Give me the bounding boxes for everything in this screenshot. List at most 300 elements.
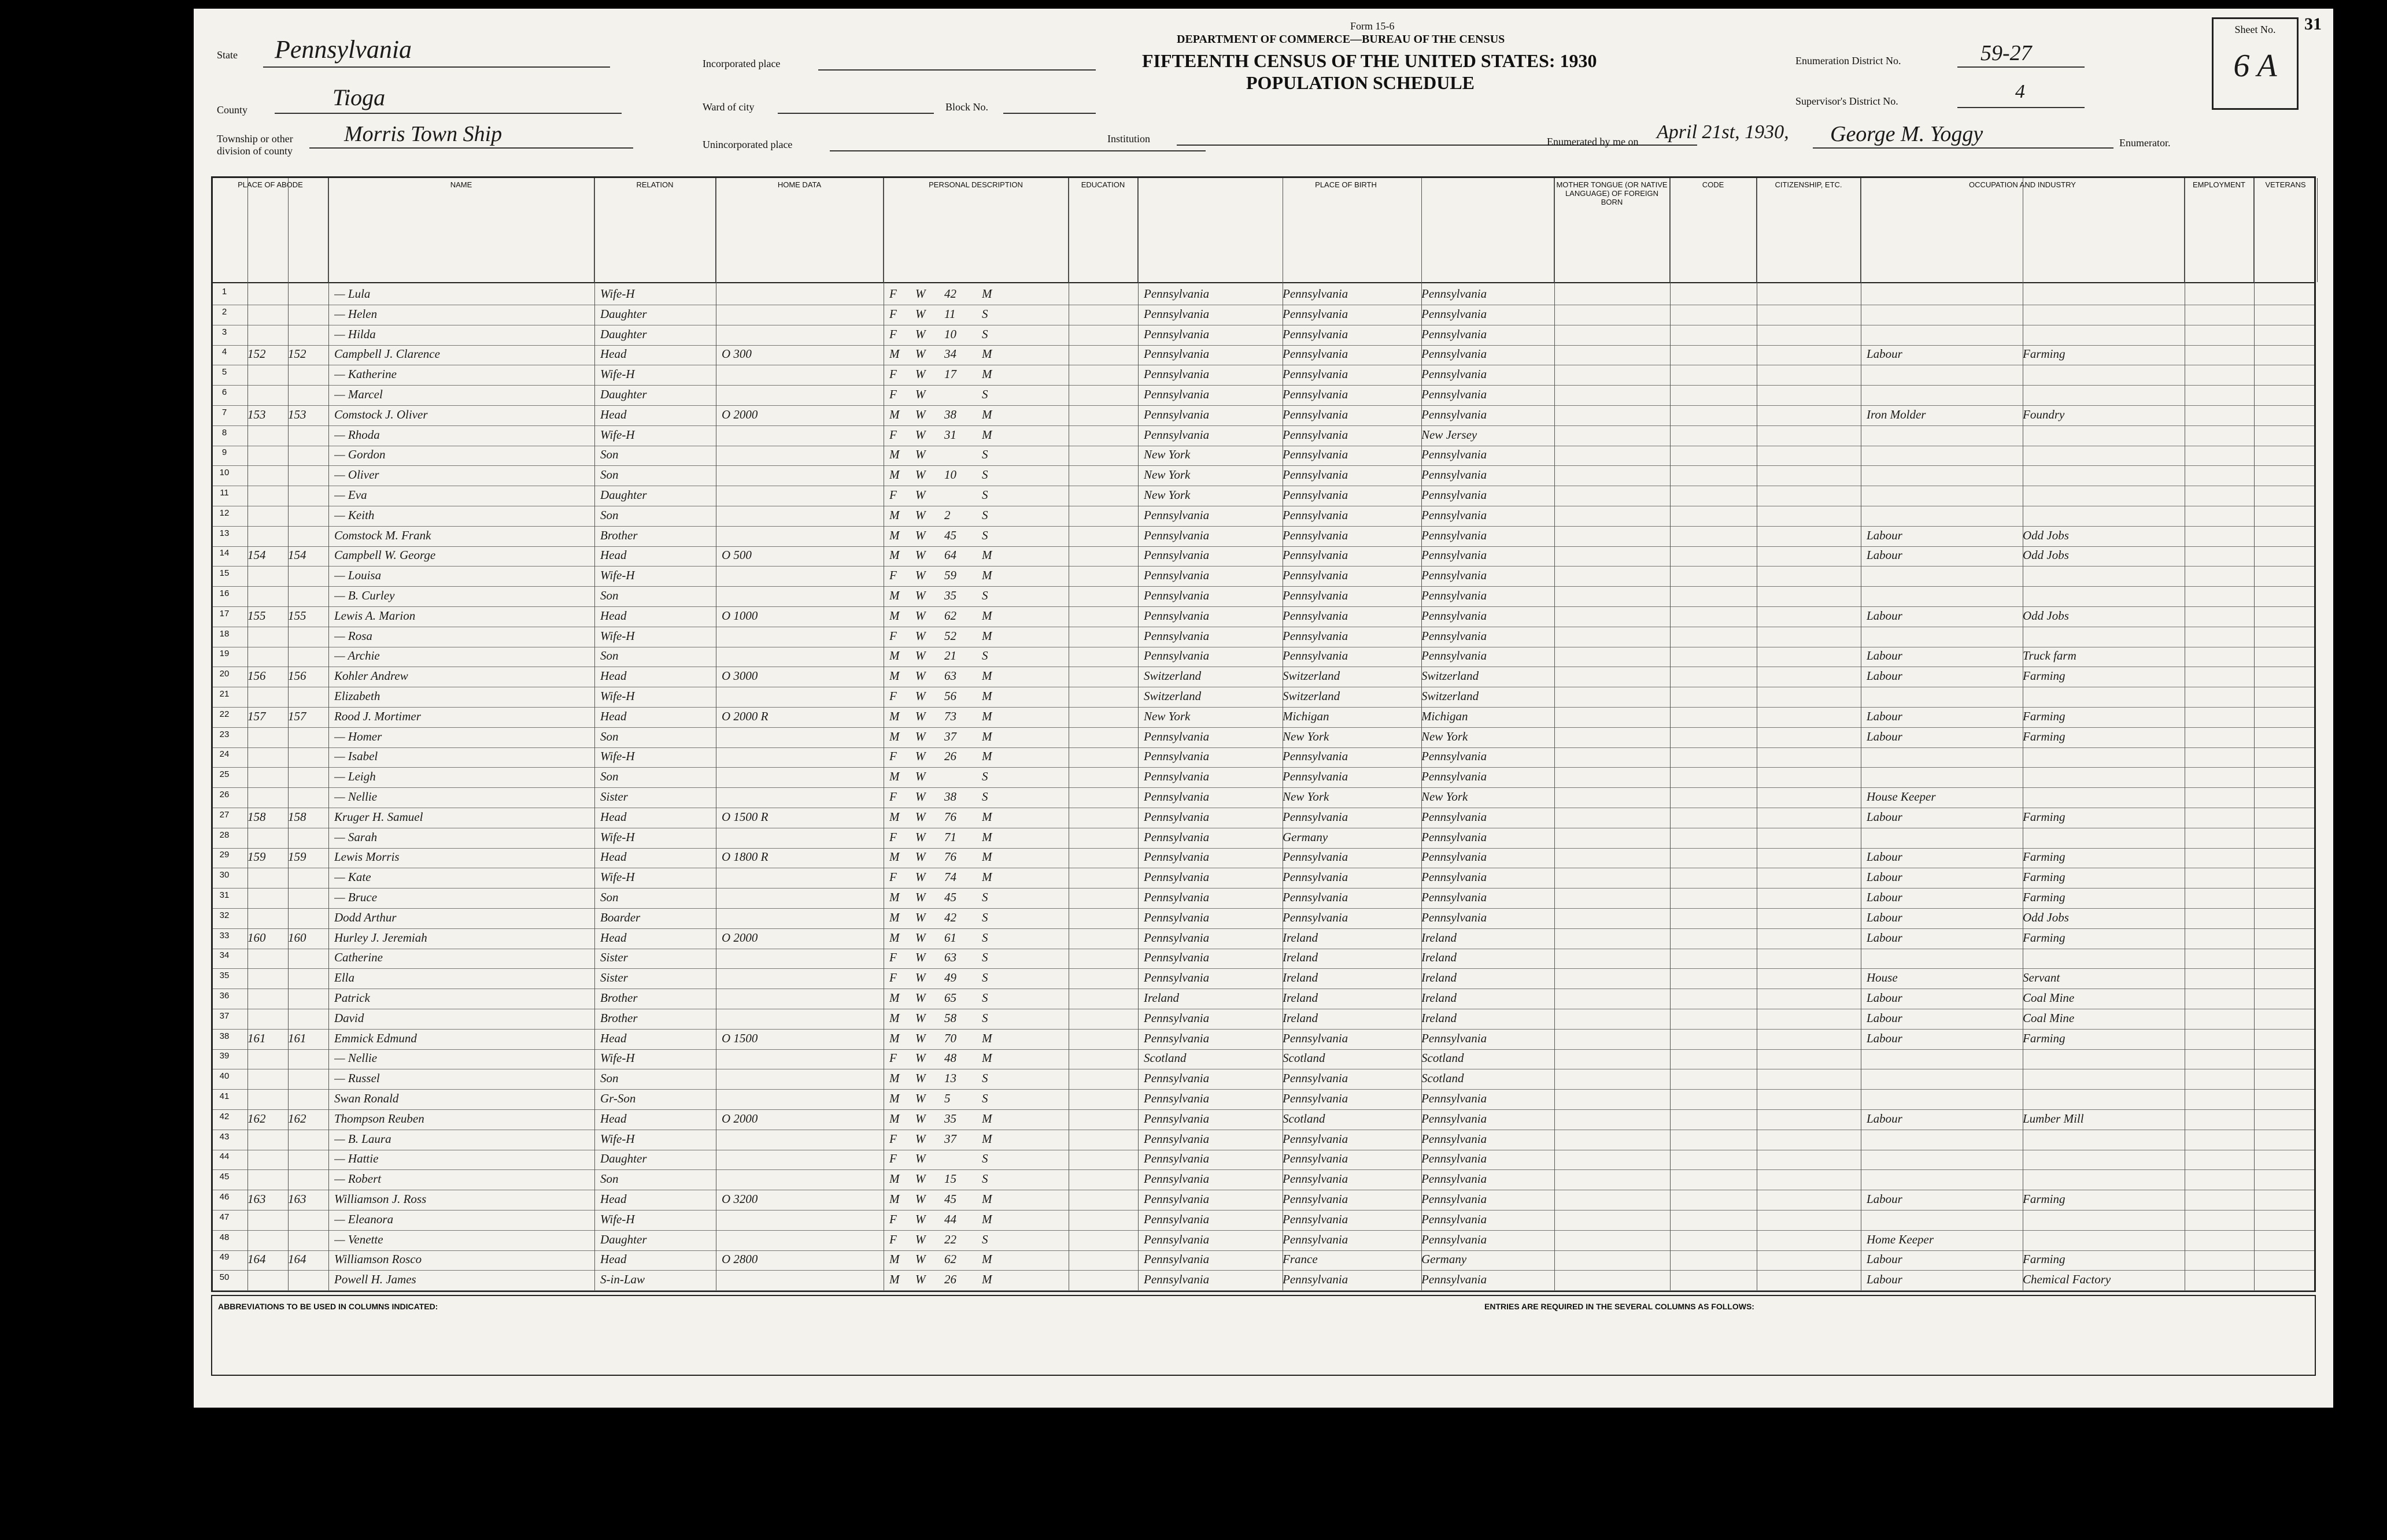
cell-name: Williamson Rosco [334,1252,422,1267]
cell-occ: Labour [1867,1272,1902,1287]
cell-name: — Keith [334,508,375,522]
cell-race: W [915,528,926,542]
cell-n: 33 [219,930,230,941]
cell-sex: M [889,991,900,1005]
cell-n: 10 [219,468,230,478]
table-row [213,747,2314,767]
cell-mpob: Ireland [1421,971,1457,985]
cell-occ: Labour [1867,709,1902,723]
cell-name: Emmick Edmund [334,1031,417,1045]
cell-home: O 3000 [722,669,758,683]
table-row [213,1271,2314,1290]
cell-fam: 158 [288,809,306,824]
cell-sex: F [889,367,897,382]
cell-rel: Wife-H [600,568,635,583]
cell-dw: 158 [247,809,266,824]
cell-dw: 152 [247,347,266,361]
cell-n: 32 [219,910,230,920]
cell-age: 38 [944,407,956,421]
cell-race: W [915,447,926,462]
cell-pob: Pennsylvania [1144,930,1210,945]
cell-age: 63 [944,669,956,683]
cell-n: 31 [219,890,230,900]
cell-name: — Homer [334,729,382,743]
cell-rel: Wife-H [600,628,635,643]
cell-age: 63 [944,950,956,965]
cell-age: 65 [944,991,956,1005]
cell-pob: Pennsylvania [1144,508,1210,522]
table-row [213,466,2314,486]
cell-occ: Labour [1867,608,1902,623]
cell-name: — Helen [334,306,378,321]
cell-n: 42 [219,1111,230,1121]
table-row [213,909,2314,928]
cell-fpob: Pennsylvania [1283,508,1348,522]
cell-rel: Head [600,709,627,723]
cell-mpob: Scotland [1421,1051,1464,1065]
cell-mpob: Pennsylvania [1421,367,1487,382]
cell-name: Lewis Morris [334,850,400,864]
enumerator-name: George M. Yoggy [1830,122,1983,146]
cell-n: 49 [219,1252,230,1263]
cell-dw: 160 [247,930,266,945]
cell-n: 36 [219,991,230,1001]
cell-ind: Farming [2023,347,2065,361]
cell-rel: Head [600,1252,627,1267]
cell-name: — Louisa [334,568,382,583]
cell-rel: Wife-H [600,1051,635,1065]
cell-ms: M [982,1111,992,1126]
cell-n: 41 [219,1091,230,1101]
table-row [213,768,2314,787]
cell-n: 43 [219,1131,230,1142]
cell-mpob: Pennsylvania [1421,488,1487,502]
table-row [213,929,2314,949]
cell-age: 56 [944,689,956,703]
cell-race: W [915,830,926,844]
cell-home: O 1500 [722,1031,758,1045]
cell-pob: Pennsylvania [1144,1272,1210,1287]
cell-ms: M [982,287,992,301]
cell-rel: Head [600,407,627,421]
col-citizenship: CITIZENSHIP, ETC. [1757,178,1861,282]
cell-home: O 3200 [722,1192,758,1206]
sheet-number: 6 A [2233,48,2277,84]
cell-ms: S [982,468,988,482]
cell-ms: M [982,830,992,844]
cell-ms: M [982,1192,992,1206]
cell-mpob: Pennsylvania [1421,447,1487,462]
cell-n: 6 [221,387,227,397]
cell-mpob: New York [1421,729,1468,743]
cell-age: 76 [944,809,956,824]
column-divider [1421,178,1422,1290]
cell-n: 50 [219,1272,230,1283]
cell-mpob: Pennsylvania [1421,809,1487,824]
cell-rel: Head [600,850,627,864]
cell-pob: Pennsylvania [1144,950,1210,965]
cell-fam: 161 [288,1031,306,1045]
cell-occ: Labour [1867,1010,1902,1025]
cell-pob: Pennsylvania [1144,1010,1210,1025]
cell-mpob: Ireland [1421,950,1457,965]
cell-rel: Sister [600,790,628,804]
cell-age: 42 [944,910,956,924]
cell-sex: F [889,1152,897,1166]
cell-age: 76 [944,850,956,864]
cell-n: 47 [219,1212,230,1222]
cell-race: W [915,588,926,602]
cell-fpob: Pennsylvania [1283,749,1348,764]
cell-ind: Odd Jobs [2023,548,2069,562]
cell-ind: Foundry [2023,407,2065,421]
cell-rel: Son [600,508,619,522]
cell-mpob: Switzerland [1421,689,1479,703]
cell-fam: 163 [288,1192,306,1206]
cell-mpob: Pennsylvania [1421,910,1487,924]
cell-pob: New York [1144,709,1191,723]
cell-occ: Labour [1867,548,1902,562]
cell-race: W [915,306,926,321]
cell-rel: Sister [600,950,628,965]
sd-label: Supervisor's District No. [1795,95,1898,107]
cell-name: — B. Laura [334,1131,391,1146]
cell-n: 5 [221,367,227,377]
cell-name: — Marcel [334,387,383,401]
table-row [213,1069,2314,1089]
cell-race: W [915,1091,926,1105]
cell-home: O 2000 R [722,709,768,723]
cell-name: Kruger H. Samuel [334,809,423,824]
cell-n: 21 [219,689,230,699]
cell-n: 34 [219,950,230,961]
cell-n: 12 [219,508,230,518]
cell-n: 39 [219,1051,230,1061]
cell-name: — Eleanora [334,1212,394,1226]
cell-ms: S [982,910,988,924]
col-education: EDUCATION [1069,178,1138,282]
cell-n: 20 [219,669,230,679]
cell-occ: Labour [1867,1252,1902,1267]
cell-rel: Daughter [600,488,647,502]
cell-name: Powell H. James [334,1272,416,1287]
cell-mpob: Pennsylvania [1421,568,1487,583]
cell-ms: M [982,367,992,382]
cell-mpob: Pennsylvania [1421,890,1487,904]
sd-value: 4 [2015,81,2025,102]
cell-fpob: Pennsylvania [1283,890,1348,904]
col-veterans: VETERANS [2254,178,2318,282]
cell-ms: S [982,508,988,522]
cell-ms: S [982,327,988,341]
cell-sex: M [889,1272,900,1287]
cell-mpob: Pennsylvania [1421,1031,1487,1045]
cell-pob: Pennsylvania [1144,367,1210,382]
cell-occ: House Keeper [1867,790,1936,804]
cell-pob: Pennsylvania [1144,568,1210,583]
table-row [213,567,2314,586]
cell-name: — Katherine [334,367,397,382]
cell-age: 35 [944,1111,956,1126]
cell-rel: Head [600,930,627,945]
cell-ms: M [982,608,992,623]
cell-rel: Head [600,809,627,824]
cell-fpob: Pennsylvania [1283,447,1348,462]
cell-n: 17 [219,608,230,619]
cell-ind: Coal Mine [2023,991,2075,1005]
cell-pob: Pennsylvania [1144,1212,1210,1226]
cell-ms: M [982,870,992,884]
col-occupation: OCCUPATION AND INDUSTRY [1861,178,2185,282]
cell-dw: 157 [247,709,266,723]
cell-rel: Brother [600,528,638,542]
table-row [213,426,2314,446]
cell-sex: M [889,548,900,562]
cell-home: O 2800 [722,1252,758,1267]
cell-race: W [915,1131,926,1146]
cell-race: W [915,287,926,301]
table-row [213,1130,2314,1150]
cell-pob: Pennsylvania [1144,890,1210,904]
form-number: Form 15-6 [1350,20,1395,32]
cell-rel: Wife-H [600,749,635,764]
cell-sex: M [889,347,900,361]
table-row [213,527,2314,546]
page-number: 31 [2304,14,2322,34]
cell-ind: Farming [2023,729,2065,743]
cell-name: Ella [334,971,354,985]
cell-rel: Son [600,1071,619,1086]
cell-n: 3 [221,327,227,337]
cell-name: Comstock J. Oliver [334,407,428,421]
cell-pob: Pennsylvania [1144,809,1210,824]
cell-fpob: Ireland [1283,1010,1318,1025]
cell-dw: 161 [247,1031,266,1045]
cell-ms: S [982,649,988,663]
cell-fpob: Pennsylvania [1283,1131,1348,1146]
cell-sex: F [889,1212,897,1226]
cell-race: W [915,488,926,502]
cell-age: 37 [944,1131,956,1146]
cell-race: W [915,930,926,945]
col-personal: PERSONAL DESCRIPTION [884,178,1069,282]
cell-name: — Hilda [334,327,376,341]
cell-name: — Gordon [334,447,386,462]
cell-occ: House [1867,971,1898,985]
cell-n: 48 [219,1232,230,1242]
table-row [213,406,2314,425]
cell-race: W [915,769,926,784]
cell-n: 9 [221,447,227,458]
cell-sex: F [889,306,897,321]
cell-race: W [915,1192,926,1206]
column-divider [594,178,595,1290]
col-employment: EMPLOYMENT [2185,178,2254,282]
cell-sex: F [889,1232,897,1246]
cell-race: W [915,1272,926,1287]
unincorporated-label: Unincorporated place [703,139,793,150]
cell-name: Rood J. Mortimer [334,709,421,723]
cell-ms: S [982,991,988,1005]
cell-pob: Pennsylvania [1144,749,1210,764]
cell-age: 13 [944,1071,956,1086]
cell-rel: Son [600,588,619,602]
cell-occ: Labour [1867,1031,1902,1045]
cell-rel: Wife-H [600,689,635,703]
table-row [213,868,2314,888]
cell-sex: M [889,769,900,784]
cell-mpob: New Jersey [1421,427,1477,442]
cell-dw: 156 [247,669,266,683]
table-row [213,627,2314,647]
cell-fpob: Pennsylvania [1283,1071,1348,1086]
cell-age: 64 [944,548,956,562]
cell-fpob: Ireland [1283,950,1318,965]
cell-sex: M [889,407,900,421]
cell-race: W [915,850,926,864]
cell-n: 19 [219,649,230,659]
cell-dw: 162 [247,1111,266,1126]
cell-ms: S [982,306,988,321]
cell-mpob: Pennsylvania [1421,287,1487,301]
table-row [213,1231,2314,1250]
population-table [211,176,2316,1292]
state-label: State [217,49,238,61]
cell-race: W [915,991,926,1005]
cell-ms: S [982,528,988,542]
cell-ms: S [982,950,988,965]
cell-ind: Farming [2023,669,2065,683]
cell-mpob: Pennsylvania [1421,327,1487,341]
cell-rel: Daughter [600,1152,647,1166]
cell-pob: Pennsylvania [1144,407,1210,421]
cell-ind: Farming [2023,930,2065,945]
cell-n: 8 [221,427,227,438]
cell-n: 45 [219,1172,230,1182]
cell-n: 15 [219,568,230,579]
cell-pob: Pennsylvania [1144,287,1210,301]
table-row [213,828,2314,848]
cell-ms: S [982,890,988,904]
cell-fpob: Pennsylvania [1283,870,1348,884]
cell-pob: Pennsylvania [1144,729,1210,743]
cell-fpob: Pennsylvania [1283,628,1348,643]
table-row [213,1090,2314,1109]
cell-occ: Labour [1867,347,1902,361]
cell-n: 16 [219,588,230,598]
cell-dw: 163 [247,1192,266,1206]
cell-ms: M [982,809,992,824]
cell-race: W [915,809,926,824]
cell-mpob: Pennsylvania [1421,1091,1487,1105]
table-row [213,808,2314,828]
col-code: CODE [1670,178,1757,282]
table-row [213,345,2314,365]
cell-mpob: Pennsylvania [1421,528,1487,542]
cell-race: W [915,427,926,442]
cell-ms: S [982,1232,988,1246]
cell-name: — Eva [334,488,367,502]
cell-fpob: Pennsylvania [1283,1152,1348,1166]
cell-n: 29 [219,850,230,860]
cell-pob: Pennsylvania [1144,1131,1210,1146]
cell-race: W [915,1071,926,1086]
cell-sex: M [889,1172,900,1186]
cell-fpob: Pennsylvania [1283,347,1348,361]
cell-ms: M [982,548,992,562]
table-row [213,386,2314,405]
cell-mpob: Ireland [1421,930,1457,945]
cell-ind: Farming [2023,890,2065,904]
cell-pob: Pennsylvania [1144,769,1210,784]
table-row [213,446,2314,465]
cell-rel: Son [600,890,619,904]
cell-home: O 1000 [722,608,758,623]
cell-fpob: Pennsylvania [1283,287,1348,301]
cell-ind: Lumber Mill [2023,1111,2084,1126]
cell-sex: M [889,709,900,723]
cell-race: W [915,689,926,703]
cell-age: 26 [944,1272,956,1287]
cell-mpob: Pennsylvania [1421,1111,1487,1126]
cell-rel: Brother [600,991,638,1005]
cell-mpob: Pennsylvania [1421,306,1487,321]
cell-mpob: Pennsylvania [1421,1152,1487,1166]
cell-race: W [915,1111,926,1126]
cell-mpob: Pennsylvania [1421,870,1487,884]
cell-ind: Farming [2023,1192,2065,1206]
cell-n: 7 [221,407,227,417]
cell-name: Catherine [334,950,383,965]
cell-n: 27 [219,809,230,820]
cell-name: Campbell J. Clarence [334,347,440,361]
cell-ms: S [982,1172,988,1186]
cell-ms: S [982,769,988,784]
cell-n: 23 [219,729,230,739]
cell-ind: Farming [2023,1252,2065,1267]
cell-race: W [915,1252,926,1267]
cell-home: O 2000 [722,930,758,945]
cell-race: W [915,407,926,421]
cell-mpob: Pennsylvania [1421,769,1487,784]
cell-rel: Daughter [600,387,647,401]
footer-abbrev: ABBREVIATIONS TO BE USED IN COLUMNS INDICATED: [218,1302,438,1311]
cell-age: 71 [944,830,956,844]
cell-ind: Farming [2023,850,2065,864]
cell-race: W [915,608,926,623]
cell-race: W [915,367,926,382]
table-row [213,848,2314,868]
cell-ind: Farming [2023,709,2065,723]
cell-fpob: Pennsylvania [1283,608,1348,623]
cell-name: Elizabeth [334,689,380,703]
cell-ms: M [982,427,992,442]
table-row [213,647,2314,667]
cell-occ: Labour [1867,890,1902,904]
cell-mpob: Pennsylvania [1421,1212,1487,1226]
cell-fpob: Pennsylvania [1283,1212,1348,1226]
cell-occ: Labour [1867,649,1902,663]
cell-race: W [915,568,926,583]
cell-age: 26 [944,749,956,764]
cell-age: 42 [944,287,956,301]
township-label: Township or other division of county [217,133,293,157]
cell-sex: M [889,1111,900,1126]
cell-mpob: Pennsylvania [1421,749,1487,764]
cell-sex: F [889,427,897,442]
cell-fam: 154 [288,548,306,562]
schedule-title: POPULATION SCHEDULE [1246,72,1475,93]
